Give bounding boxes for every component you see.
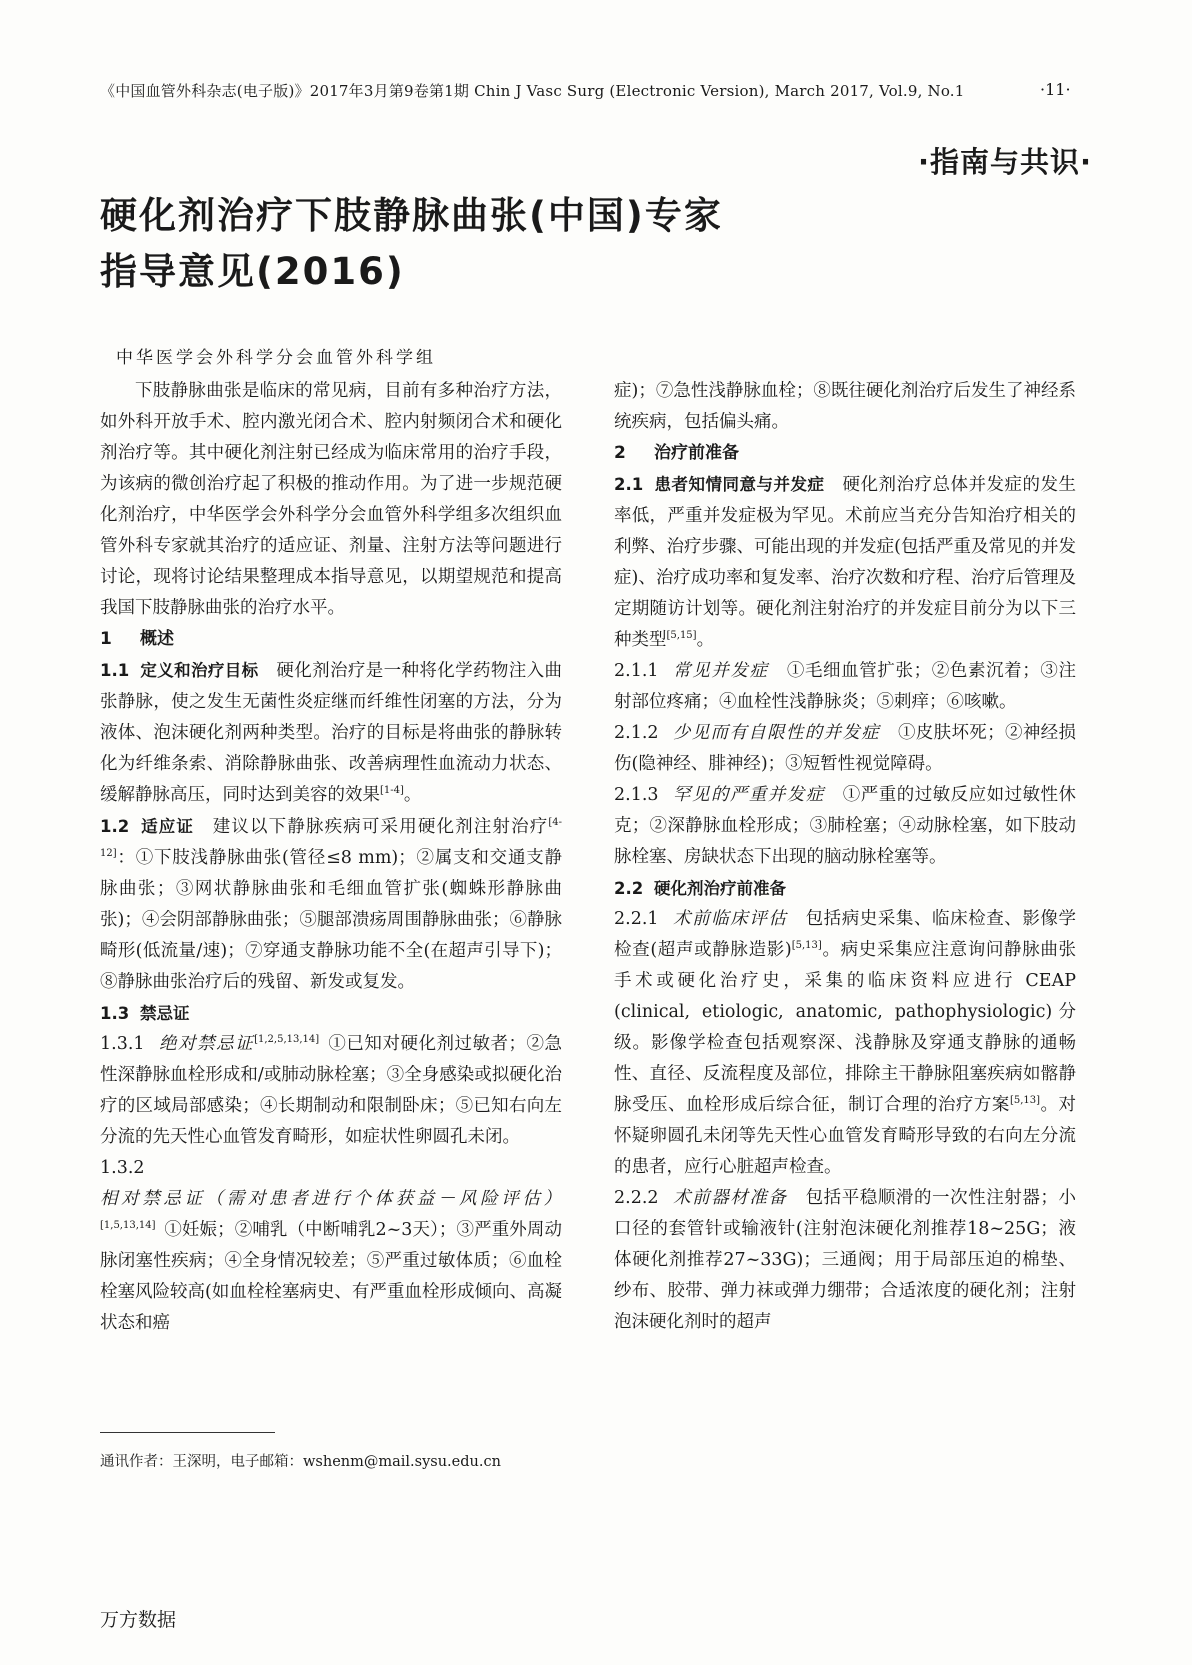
subsection-paragraph: [614, 469, 1076, 656]
section-heading: [614, 438, 1076, 469]
subsection-heading: [100, 661, 259, 680]
citation: [1-4]: [380, 785, 404, 797]
citation: [1,2,5,13,14]: [254, 1034, 320, 1046]
subsection-number: 1.1: [100, 661, 130, 680]
section-heading: [100, 624, 562, 655]
subsubsection-paragraph: [614, 780, 1076, 873]
section-title: 概述: [140, 629, 174, 649]
page-number: ·11·: [1040, 80, 1071, 99]
citation: [1,5,13,14]: [100, 1220, 156, 1232]
subsection-title: 适应证: [140, 817, 195, 836]
body-text: ①毛细血管扩张；②色素沉着；③注射部位疼痛；④血栓性浅静脉炎；⑤刺痒；⑥咳嗽。: [614, 661, 1077, 712]
subsubsection-title: 罕见的严重并发症: [672, 785, 825, 805]
footnote-divider: [100, 1432, 275, 1433]
article-title: [100, 188, 900, 300]
subsection-title: 患者知情同意与并发症: [654, 475, 825, 494]
citation: [5,13]: [791, 940, 822, 952]
body-text: ①已知对硬化剂过敏者；②急性深静脉血栓形成和/或肺动脉栓塞；③全身感染或拟硬化治疗的区域局部感染；④长期制动和限制卧床；⑤已知右向左分流的先天性心血管发育畸形，如症状性卵圆孔未闭。: [100, 1034, 563, 1147]
author-line: 中华医学会外科学分会血管外科学组: [116, 348, 436, 368]
subsection-title: 禁忌证: [140, 1004, 190, 1023]
subsubsection-title: 术前临床评估: [672, 909, 788, 929]
subsubsection-number: 1.3.2: [100, 1158, 145, 1178]
section-number: 2: [614, 443, 626, 463]
body-text: ①皮肤坏死；②神经损伤(隐神经、腓神经)；③短暂性视觉障碍。: [614, 723, 1077, 774]
subsubsection-number: 2.1.1: [614, 661, 659, 681]
subsection-heading: [100, 998, 562, 1029]
body-text: ：①下肢浅静脉曲张(管径≤8 mm)；②属支和交通支静脉曲张；③网状静脉曲张和毛细血管扩张(蜘蛛形静脉曲张)；④会阴部静脉曲张；⑤腿部溃疡周围静脉曲张；⑥静脉畸形(低流量/速)；⑦穿通支静脉功能不全(在超声引导下)；⑧静脉曲张治疗后的残留、新发或复发。: [100, 848, 562, 992]
subsection-title: 定义和治疗目标: [140, 661, 259, 680]
subsubsection-number: 2.1.3: [614, 785, 659, 805]
body-text: 硬化剂治疗是一种将化学药物注入曲张静脉，使之发生无菌性炎症继而纤维性闭塞的方法，分为液体、泡沫硬化剂两种类型。治疗的目标是将曲张的静脉转化为纤维条索、消除静脉曲张、改善病理性血流动力状态、缓解静脉高压，同时达到美容的效果: [100, 661, 562, 805]
continuation-paragraph: 症)；⑦急性浅静脉血栓；⑧既往硬化剂治疗后发生了神经系统疾病，包括偏头痛。: [614, 381, 1076, 432]
body-text: 包括病史采集、临床检查、影像学检查(超声或静脉造影): [614, 909, 1077, 960]
subsection-heading: [614, 873, 1076, 904]
subsubsection-number: 2.1.2: [614, 723, 659, 743]
subsubsection-paragraph: [614, 656, 1076, 718]
subsubsection-number: 2.2.2: [614, 1188, 659, 1208]
left-column: [100, 376, 562, 1339]
body-text: 。对怀疑卵圆孔未闭等先天性心血管发育畸形导致的右向左分流的患者，应行心脏超声检查。: [614, 1095, 1077, 1177]
body-text: 硬化剂治疗总体并发症的发生率低，严重并发症极为罕见。术前应当充分告知治疗相关的利弊、治疗步骤、可能出现的并发症(包括严重及常见的并发症)、治疗成功率和复发率、治疗次数和疗程、治疗后管理及定期随访计划等。硬化剂注射治疗的并发症目前分为以下三种类型: [614, 475, 1076, 650]
citation: [5,13]: [1009, 1095, 1041, 1107]
subsection-number: 2.2: [614, 879, 644, 898]
subsection-number: 1.2: [100, 817, 130, 836]
column-tag: ·指南与共识·: [917, 145, 1092, 179]
subsubsection-title: 相对禁忌证（需对患者进行个体获益－风险评估）: [100, 1189, 562, 1209]
article-title-line-2: 指导意见(2016): [100, 250, 405, 293]
subsubsection-title: 术前器材准备: [672, 1188, 788, 1208]
section-title: 治疗前准备: [654, 443, 739, 463]
corresponding-author-footnote: 通讯作者：王深明，电子邮箱：wshenm@mail.sysu.edu.cn: [100, 1454, 501, 1470]
body-text: ①妊娠；②哺乳（中断哺乳2~3天）；③严重外周动脉闭塞性疾病；④全身情况较差；⑤严重过敏体质；⑥血栓栓塞风险较高(如血栓栓塞病史、有严重血栓形成倾向、高凝状态和癌: [100, 1220, 562, 1333]
body-text: 建议以下静脉疾病可采用硬化剂注射治疗: [211, 817, 549, 837]
subsubsection-title: 常见并发症: [672, 661, 769, 681]
subsubsection-paragraph: [100, 1029, 562, 1153]
subsubsection-paragraph: [614, 904, 1076, 1183]
body-text: ①严重的过敏反应如过敏性休克；②深静脉血栓形成；③肺栓塞；④动脉栓塞，如下肢动脉栓塞、房缺状态下出现的脑动脉栓塞等。: [614, 785, 1077, 867]
body-text: 。: [696, 630, 715, 650]
subsection-paragraph: [100, 655, 562, 811]
body-text: 。病史采集应注意询问静脉曲张手术或硬化治疗史，采集的临床资料应进行 CEAP (clinical, etiologic, anatomic, pathophysiologic)分级。影像学检查包括观察深、浅静脉及穿通支静脉的通畅性、直径、反流程度及部位，排除主干静脉阻塞疾病如髂静脉受压、血栓形成后综合征，制订合理的治疗方案: [614, 940, 1077, 1115]
subsubsection-paragraph: [100, 1153, 562, 1339]
citation: [5,15]: [666, 630, 697, 642]
subsubsection-number: 1.3.1: [100, 1034, 145, 1054]
body-text: 包括平稳顺滑的一次性注射器；小口径的套管针或输液针(注射泡沫硬化剂推荐18~25G；液体硬化剂推荐27~33G)；三通阀；用于局部压迫的棉垫、纱布、胶带、弹力袜或弹力绷带；合适浓度的硬化剂；注射泡沫硬化剂时的超声: [614, 1188, 1077, 1332]
subsubsection-title: 绝对禁忌证: [158, 1034, 255, 1054]
subsubsection-title: 少见而有自限性的并发症: [672, 723, 881, 743]
watermark: 万方数据: [100, 1609, 177, 1631]
subsection-number: 1.3: [100, 1004, 130, 1023]
subsubsection-number: 2.2.1: [614, 909, 659, 929]
subsection-title: 硬化剂治疗前准备: [654, 879, 786, 898]
intro-paragraph: 下肢静脉曲张是临床的常见病，目前有多种治疗方法，如外科开放手术、腔内激光闭合术、腔内射频闭合术和硬化剂治疗等。其中硬化剂注射已经成为临床常用的治疗手段，为该病的微创治疗起了积极的推动作用。为了进一步规范硬化剂治疗，中华医学会外科学分会血管外科学组多次组织血管外科专家就其治疗的适应证、剂量、注射方法等问题进行讨论，现将讨论结果整理成本指导意见，以期望规范和提高我国下肢静脉曲张的治疗水平。: [100, 381, 562, 618]
section-number: 1: [100, 629, 112, 649]
subsubsection-paragraph: [614, 718, 1076, 780]
article-title-line-1: 硬化剂治疗下肢静脉曲张(中国)专家: [100, 194, 723, 237]
running-header: 《中国血管外科杂志(电子版)》2017年3月第9卷第1期 Chin J Vasc Surg (Electronic Version), March 2017, Vol.9, No.1: [100, 82, 965, 100]
subsection-heading: [100, 817, 194, 836]
subsubsection-paragraph: [614, 1183, 1076, 1338]
subsection-heading: [614, 475, 825, 494]
subsection-paragraph: [100, 811, 562, 998]
citation: [4-12]: [100, 817, 563, 860]
right-column: [614, 376, 1076, 1338]
subsection-number: 2.1: [614, 475, 644, 494]
body-text: 。: [403, 785, 422, 805]
